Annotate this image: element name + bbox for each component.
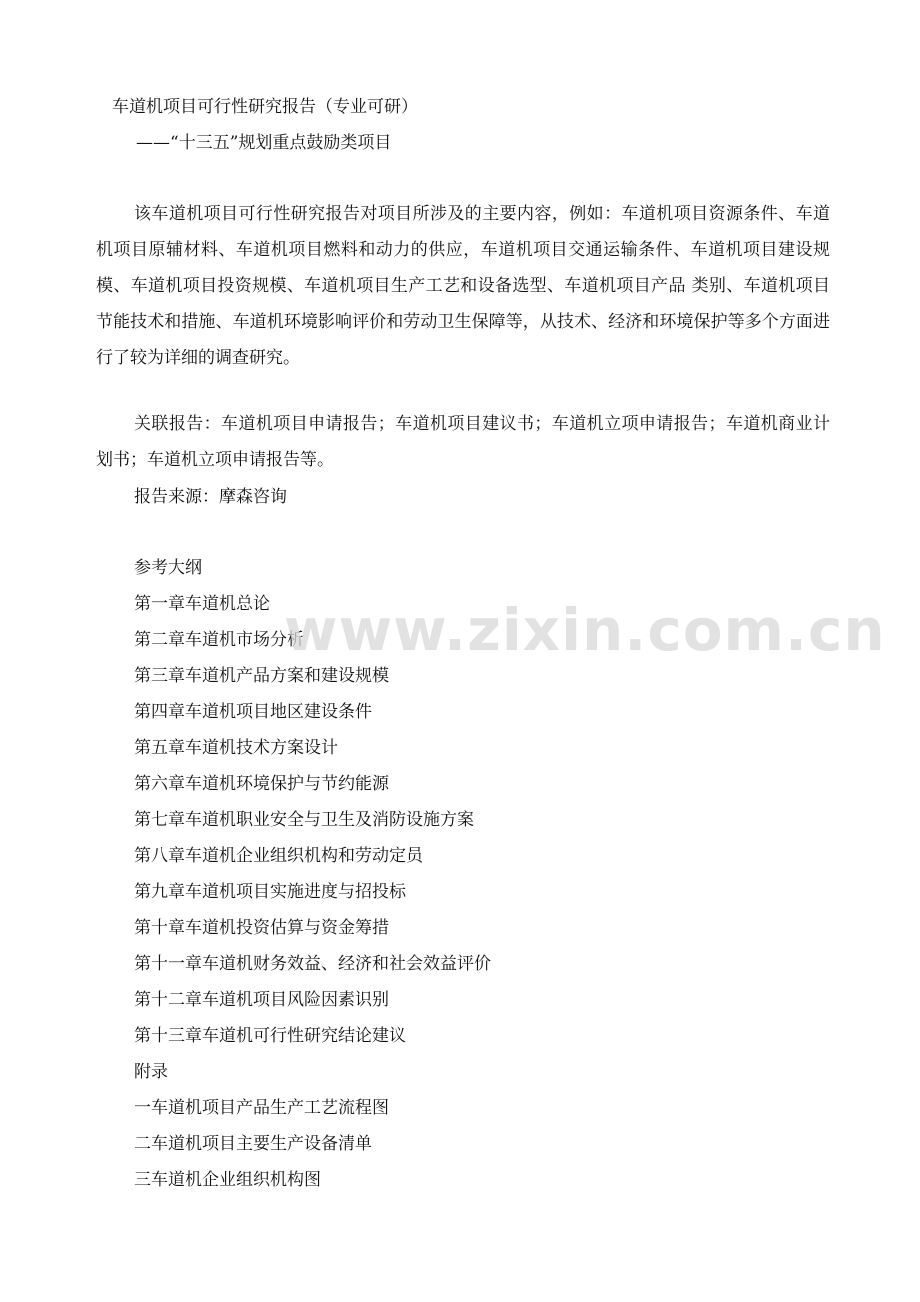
outline-appendix-item: 二车道机项目主要生产设备清单 [134, 1134, 372, 1154]
outline-item: 第五章车道机技术方案设计 [134, 738, 338, 758]
outline-heading: 参考大纲 [134, 558, 202, 578]
outline-appendix-heading: 附录 [134, 1062, 168, 1082]
watermark: www.zixin.com.cn [284, 596, 886, 664]
outline-item: 第一章车道机总论 [134, 594, 270, 614]
outline-item: 第十二章车道机项目风险因素识别 [134, 990, 389, 1010]
outline-item: 第九章车道机项目实施进度与招投标 [134, 882, 406, 902]
outline-item: 第十章车道机投资估算与资金筹措 [134, 918, 389, 938]
outline-item: 第八章车道机企业组织机构和劳动定员 [134, 846, 423, 866]
outline-appendix-item: 三车道机企业组织机构图 [134, 1170, 321, 1190]
outline-item: 第七章车道机职业安全与卫生及消防设施方案 [134, 810, 474, 830]
outline-item: 第十一章车道机财务效益、经济和社会效益评价 [134, 954, 491, 974]
report-source: 报告来源：摩森咨询 [134, 487, 287, 507]
outline-item: 第二章车道机市场分析 [134, 630, 304, 650]
document-subtitle: ——“十三五”规划重点鼓励类项目 [136, 133, 392, 153]
outline-item: 第十三章车道机可行性研究结论建议 [134, 1026, 406, 1046]
outline-list [134, 550, 491, 1198]
outline-item: 第四章车道机项目地区建设条件 [134, 702, 372, 722]
document-title: 车道机项目可行性研究报告（专业可研） [112, 97, 418, 117]
outline-appendix-item: 一车道机项目产品生产工艺流程图 [134, 1098, 389, 1118]
outline-item: 第六章车道机环境保护与节约能源 [134, 774, 389, 794]
intro-paragraph: 该车道机项目可行性研究报告对项目所涉及的主要内容，例如：车道机项目资源条件、车道机项目原辅材料、车道机项目燃料和动力的供应，车道机项目交通运输条件、车道机项目建设规模、车道机项目投资规模、车道机项目生产工艺和设备选型、车道机项目产品 类别、车道机项目节能技术和措施、车道机环境影响评价和劳动卫生保障等，从技术、经济和环境保护等多个方面进行了较为详细的调查研究。 [96, 204, 830, 368]
outline-item: 第三章车道机产品方案和建设规模 [134, 666, 389, 686]
related-reports-paragraph: 关联报告：车道机项目申请报告；车道机项目建议书；车道机立项申请报告；车道机商业计划书；车道机立项申请报告等。 [96, 414, 830, 470]
